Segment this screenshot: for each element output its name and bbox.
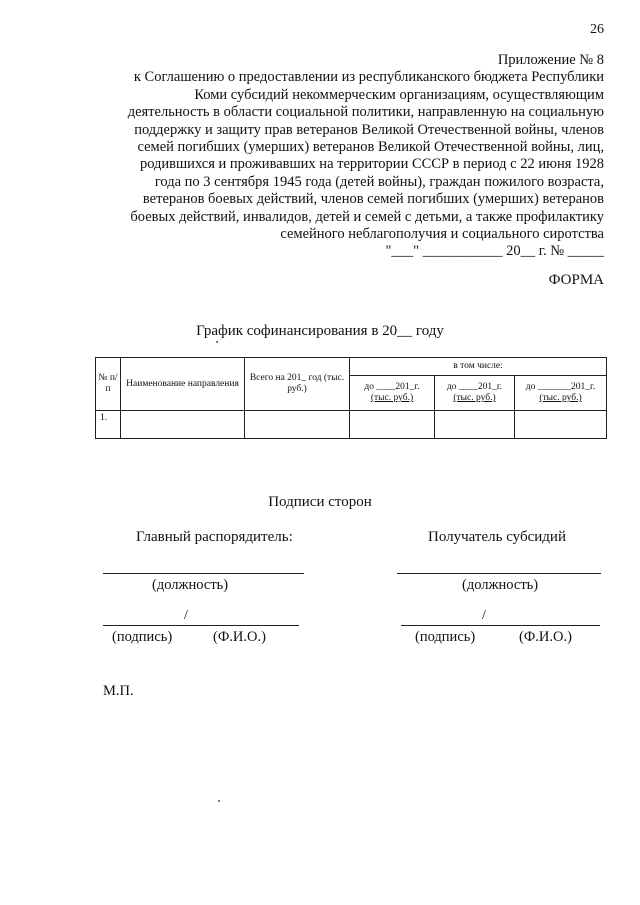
left-party-title: Главный распорядитель: <box>136 529 293 545</box>
right-name-caption: (Ф.И.О.) <box>519 629 572 645</box>
appendix-line: семей погибших (умерших) ветеранов Великой Отечественной войны, лиц, <box>137 139 604 156</box>
right-party-title: Получатель субсидий <box>428 529 566 545</box>
appendix-line: боевых действий, инвалидов, детей и семей с детьми, а также профилактику <box>130 208 604 225</box>
right-sign-caption: (подпись) <box>415 629 476 645</box>
column-header-direction: Наименование направления <box>121 358 245 411</box>
appendix-line: семейного неблагополучия и социального сиротства <box>280 226 604 243</box>
page-number: 26 <box>590 22 604 37</box>
period-2-date: до ____201_г. <box>446 382 503 392</box>
appendix-line: деятельность в области социальной политики, направленную на социальную <box>127 104 604 121</box>
left-sign-caption: (подпись) <box>112 629 173 645</box>
column-header-period-1 <box>350 376 435 411</box>
cofinancing-table <box>95 357 607 439</box>
appendix-date-line: "___" ___________ 20__ г. № _____ <box>385 243 604 260</box>
left-signature-slash: / <box>184 608 188 623</box>
period-2-unit: (тыс. руб.) <box>453 393 496 403</box>
form-label: ФОРМА <box>548 272 604 288</box>
period-1-unit: (тыс. руб.) <box>370 393 414 403</box>
left-position-caption: (должность) <box>152 577 229 593</box>
left-name-caption: (Ф.И.О.) <box>213 629 266 645</box>
appendix-line: поддержку и защиту прав ветеранов Великой Отечественной войны, членов <box>134 121 604 138</box>
column-header-num: № п/п <box>96 358 121 411</box>
row-period-3-cell <box>515 411 607 439</box>
stray-dot <box>218 800 220 802</box>
column-header-period-3 <box>515 376 607 411</box>
right-position-line <box>397 573 601 574</box>
appendix-line: года по 3 сентября 1945 года (детей войны), граждан пожилого возраста, <box>154 173 604 190</box>
left-position-line <box>103 573 304 574</box>
stamp-placeholder: М.П. <box>103 683 134 699</box>
appendix-line: родившихся и проживавших на территории СССР в период с 22 июня 1928 <box>139 156 604 173</box>
left-signature-line <box>103 625 299 626</box>
row-num-cell: 1. <box>96 411 121 439</box>
right-signature-slash: / <box>482 608 486 623</box>
stray-dot <box>216 341 218 343</box>
appendix-line: Приложение № 8 <box>497 52 604 68</box>
row-total-cell <box>245 411 350 439</box>
signatures-title: Подписи сторон <box>268 494 372 510</box>
appendix-line: Коми субсидий некоммерческим организациям, осуществляющим <box>194 86 604 103</box>
schedule-title: График софинансирования в 20__ году <box>196 323 444 339</box>
column-header-total: Всего на 201_ год (тыс. руб.) <box>245 358 350 411</box>
right-position-caption: (должность) <box>462 577 539 593</box>
period-1-date: до ____201_г. <box>364 382 420 392</box>
appendix-line: к Соглашению о предоставлении из республиканского бюджета Республики <box>133 69 604 86</box>
period-3-unit: (тыс. руб.) <box>539 393 582 403</box>
appendix-header <box>84 52 604 261</box>
row-period-2-cell <box>435 411 515 439</box>
column-header-including: в том числе: <box>350 358 607 376</box>
right-signature-line <box>401 625 600 626</box>
period-3-date: до _______201_г. <box>525 382 596 392</box>
table-row <box>96 411 607 439</box>
column-header-period-2 <box>435 376 515 411</box>
row-period-1-cell <box>350 411 435 439</box>
appendix-line: ветеранов боевых действий, членов семей погибших (умерших) ветеранов <box>142 191 604 208</box>
row-direction-cell <box>121 411 245 439</box>
